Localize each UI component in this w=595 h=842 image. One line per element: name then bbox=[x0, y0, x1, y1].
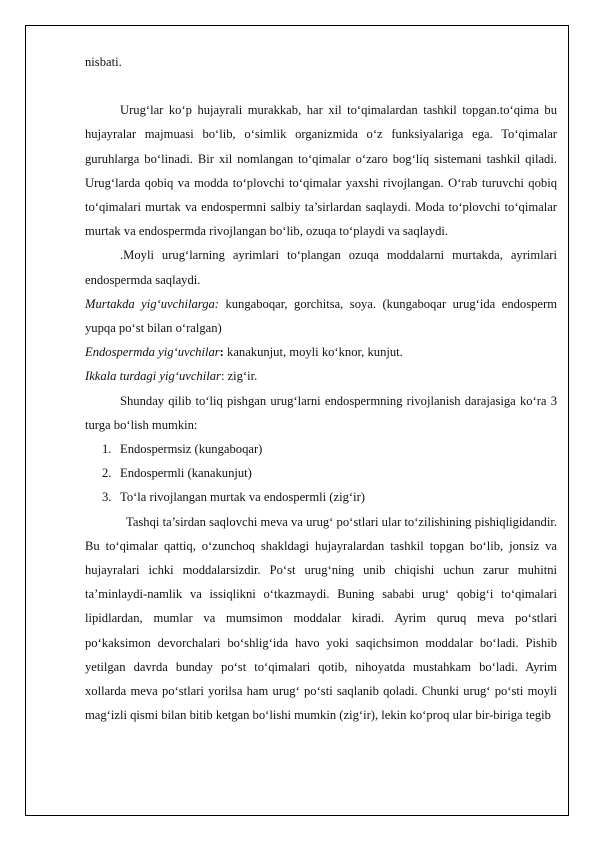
colon-endospermda: : bbox=[219, 345, 224, 360]
list-text: Endospermsiz (kungaboqar) bbox=[120, 442, 263, 457]
text-line-nisbati: nisbati. bbox=[85, 55, 122, 69]
label-murtakda: Murtakda yig‘uvchilarga: bbox=[85, 296, 219, 311]
paragraph-urug-lar: Urug‘lar ko‘p hujayrali murakkab, har xil to‘qimalardan tashkil topgan.to‘qima bu hujayralar majmuasi bo‘lib, o‘simlik organizmida o‘z funksiyalariga ega. To‘qimalar guruhlarga bo‘linadi. Bir xil nomlangan to‘qimalar o‘zaro bog‘liq sistemani tashkil qiladi. Urug‘larda qobiq va modda to‘plovchi to‘qimalar yaxshi rivojlangan. O‘rab turuvchi qobiq to‘qimalari murtak va endospermni salbiy ta’sirlardan saqlaydi. Moda to‘plovchi to‘qimalar murtak va endospermda rivojlangan bo‘lib, ozuqa to‘playdi va saqlaydi. bbox=[85, 103, 557, 239]
text-ikkala: : zig‘ir. bbox=[220, 369, 258, 384]
label-ikkala: Ikkala turdagi yig‘uvchilar bbox=[85, 369, 221, 384]
paragraph-endospermda bbox=[85, 340, 557, 364]
paragraph-tashqi: Tashqi ta’sirdan saqlovchi meva va urug‘ po‘stlari ular to‘zilishining pishiqligidandir. Bu to‘qimalar qattiq, o‘zunchoq shakldagi hujayralardan tashkil topgan bo‘lib, jonsiz va hujayralari ichki moddalarsizdir. Po‘st urug‘ning unib chiqishi uchun zarur muhitni ta’minlaydi-namlik va issiqlikni o‘tkazmaydi. Buning sababi urug‘ qobig‘i to‘qimalari lipidlardan, mumlar va mumsimon moddalar kiradi. Ayrim quruq meva po‘stlari po‘kaksimon devorchalari bo‘shlig‘ida havo yoki saqichsimon moddalar bo‘ladi. Pishib yetilgan davrda bunday po‘st to‘qimalari qotib, nihoyatda mustahkam bo‘ladi. Ayrim xollarda meva po‘stlari yorilsa ham urug‘ po‘sti saqlanib qoladi. Chunki urug‘ po‘sti moyli mag‘izli qismi bilan bitib ketgan bo‘lishi mumkin (zig‘ir), lekin ko‘proq ular bir-biriga tegib bbox=[85, 514, 557, 723]
list-text: Endospermli (kanakunjut) bbox=[120, 466, 252, 481]
list-number: 1. bbox=[102, 442, 112, 457]
list-number: 3. bbox=[102, 490, 112, 505]
text-murtakda: kungaboqar, gorchitsa, soya. (kungaboqar urug‘ida endosperm yupqa po‘st bilan o‘ralgan) bbox=[85, 296, 557, 336]
list-item bbox=[85, 437, 557, 461]
list-number: 2. bbox=[102, 466, 112, 481]
paragraph-ikkala bbox=[85, 364, 557, 388]
paragraph-murtakda bbox=[85, 292, 557, 340]
paragraph-moyli-urug-lar: .Moyli urug‘larning ayrimlari to‘plangan ozuqa moddalarni murtakda, ayrimlari endospermda saqlaydi. bbox=[85, 248, 557, 287]
label-endospermda: Endospermda yig‘uvchilar bbox=[85, 345, 220, 360]
text-endospermda: kanakunjut, moyli ko‘knor, kunjut. bbox=[223, 345, 403, 360]
document-body bbox=[85, 50, 557, 727]
list-text: To‘la rivojlangan murtak va endospermli (zig‘ir) bbox=[120, 490, 365, 505]
paragraph-gap bbox=[85, 74, 557, 98]
paragraph-shunday: Shunday qilib to‘liq pishgan urug‘larni endospermning rivojlanish darajasiga ko‘ra 3 turga bo‘lish mumkin: bbox=[85, 393, 557, 432]
list-item bbox=[85, 485, 557, 509]
endosperm-types-list bbox=[85, 437, 557, 510]
list-item bbox=[85, 461, 557, 485]
